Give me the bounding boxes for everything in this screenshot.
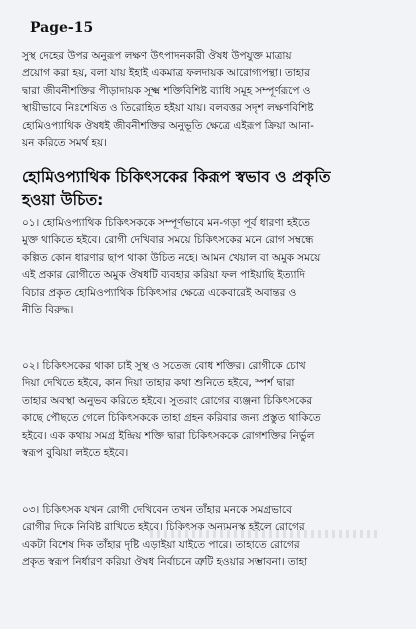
point3-line-1: ০৩। চিকিৎসক যখন রোগী দেখিবেন তখন তাঁহার মনকে সমগ্রভাবে [22, 504, 292, 516]
point3-line-3: একটা বিশেষ দিক তাঁহার দৃষ্টি এড়াইয়া যাইতে পারে। তাহাতে রোগের [22, 538, 300, 551]
point2-line-4: কাছে পৌছতে গেলে চিকিৎসককে তাহা গ্রহন করিবার জন্য প্রস্তুত থাকিতে [22, 412, 321, 425]
intro-line-5: হোমিওপ্যাথিক ঔষধই জীবনীশক্তির অনুভূতি ক্ষেত্রে এইরূপ ক্রিয়া আনা- [22, 119, 314, 132]
intro-paragraph [22, 48, 396, 152]
intro-line-2: প্রয়োগ করা হয়, বলা যায় ইহাই একমাত্র ফলদায়ক আরোগ্যপন্থা। তাহার [22, 67, 310, 80]
point2-line-3: তাহার অবস্থা অনুভব করিতে হইবে। সুতরাং রোগের ব্যঞ্জনা চিকিৎসকের [22, 394, 313, 407]
point-2-paragraph [22, 358, 396, 462]
point2-line-6: স্বরূপ বুঝিয়া লইতে হইবে। [22, 447, 129, 460]
point1-line-3: কল্পিত কোন ধারণার ছাপ থাকা উচিত নহে। আমন খেয়াল বা অমুক সময়ে [22, 251, 321, 264]
point2-line-1: ০২। চিকিৎসকের থাকা চাই সুস্থ ও সতেজ বোধ শক্তির। রোগীকে চোখ [22, 360, 306, 372]
section-heading [22, 166, 396, 212]
point2-line-5: হইবে। এক কথায় সমগ্র ইন্দ্রিয় শক্তি দ্বারা চিকিৎসককে রোগশক্তির নির্ভুল [22, 429, 315, 442]
point1-line-2: মুক্ত থাকিতে হইবে। রোগী দেখিবার সময়ে চিকিৎসকের মনে রোগ সম্বন্ধে [22, 234, 314, 247]
heading-line-1: হোমিওপ্যাথিক চিকিৎসকের কিরূপ স্বভাব ও প্রকৃতি [22, 168, 331, 186]
page-number-label: Page-15 [30, 20, 94, 36]
point2-line-2: দিয়া দেখিতে হইবে, কান দিয়া তাহার কথা শুনিতে হইবে, স্পর্শ দ্বারা [22, 377, 295, 390]
point3-line-4: প্রকৃত স্বরূপ নির্ধারণ করিয়া ঔষধ নির্বাচনে ত্রুটি হওয়ার সম্ভাবনা। তাহা [22, 556, 308, 569]
intro-line-3: দ্বারা জীবনীশক্তির পীড়াদায়ক সূক্ষ্ম শক্তিবিশিষ্ট ব্যাধি সমূহ সম্পূর্ণরূপে ও [22, 84, 311, 97]
intro-line-1: সুস্থ দেহের উপর অনুরূপ লক্ষণ উৎপাদনকারী ঔষধ উপযুক্ত মাত্রায় [22, 50, 292, 62]
point1-line-5: বিচার প্রকৃত হোমিওপ্যাথিক চিকিৎসার ক্ষেত্রে একেবারেই অবান্তর ও [22, 286, 297, 299]
intro-line-4: স্থায়ীভাবে নিঃশেষিত ও তিরোহিত হইয়া যায়। বলবত্তর সদৃশ লক্ষণবিশিষ্ট [22, 102, 314, 115]
point-3-paragraph [22, 502, 396, 572]
intro-line-6: য়ন করিতে সমর্থ হয়। [22, 137, 107, 150]
heading-line-2: হওয়া উচিত: [22, 191, 104, 209]
point1-line-1: ০১। হোমিওপ্যাথিক চিকিৎসককে সম্পূর্ণভাবে মন-গড়া পূর্ব ধারণা হইতে [22, 217, 310, 229]
point3-line-2: রোগীর দিকে নিবিষ্ট রাখিতে হইবে। চিকিৎসক অন্যমনস্ক হইলে রোগের [22, 521, 305, 534]
point-1-paragraph [22, 215, 396, 319]
point1-line-4: এই প্রকার রোগীতে অমুক ঔষধটি ব্যবহার করিয়া ফল পাইয়াছি ইত্যাদি [22, 269, 305, 282]
point1-line-6: নীতি বিরুদ্ধ। [22, 304, 74, 317]
